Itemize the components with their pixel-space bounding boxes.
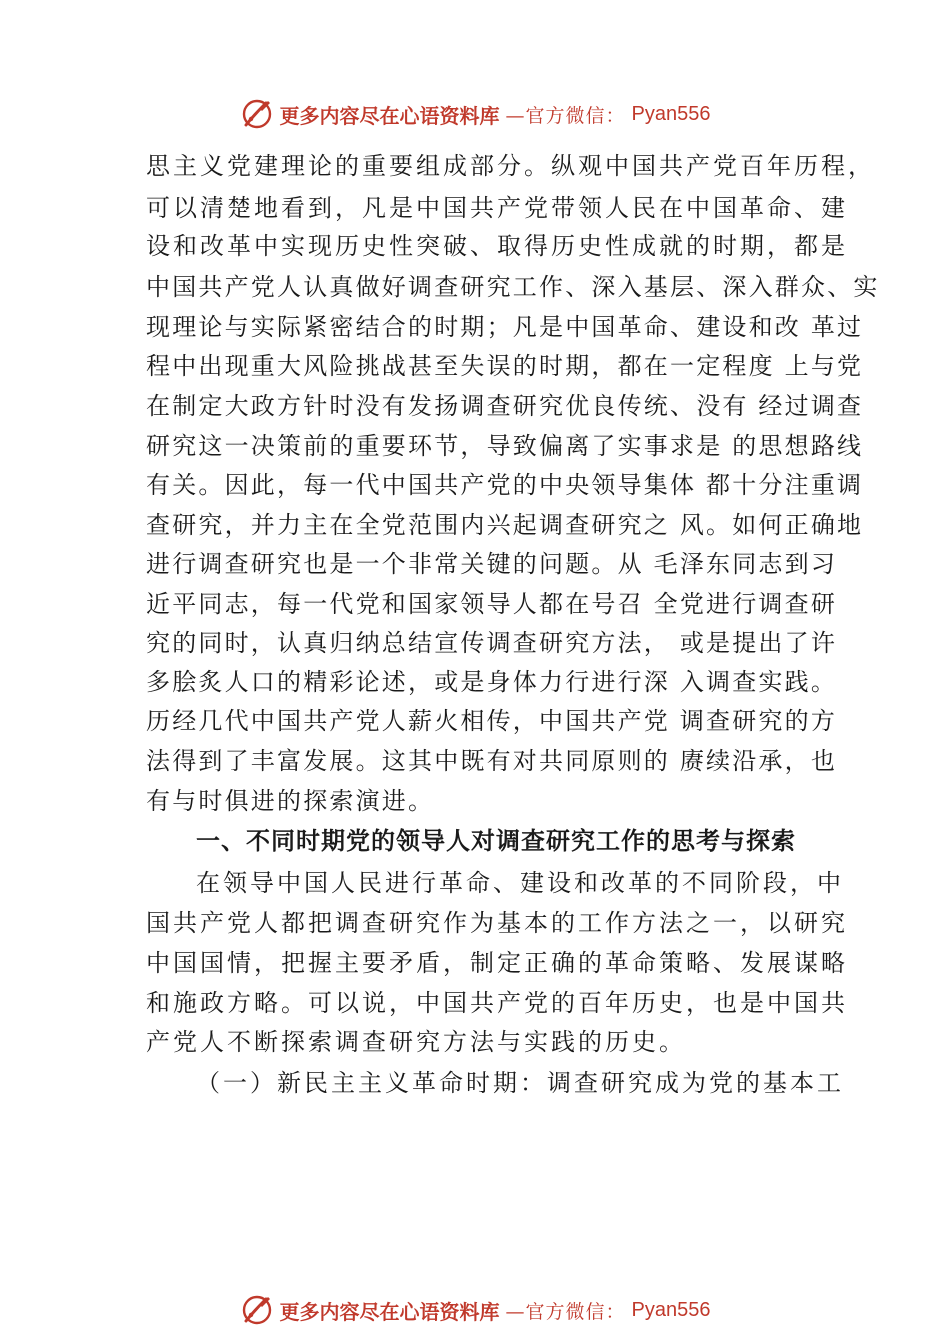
- header-watermark-main: 更多内容尽在心语资料库: [279, 103, 500, 128]
- brush-logo-icon: [240, 1293, 274, 1327]
- text-line: 法得到了丰富发展。这其中既有对共同原则的 赓续沿承，也: [146, 747, 838, 775]
- text-line: 究的同时，认真归纳总结宣传调查研究方法， 或是提出了许: [146, 629, 838, 657]
- text-line: 现理论与实际紧密结合的时期；凡是中国革命、建设和改 革过: [146, 313, 864, 341]
- header-watermark-handle: Pyan556: [631, 102, 711, 125]
- text-line: 国共产党人都把调查研究作为基本的工作方法之一，以研究: [146, 909, 848, 937]
- text-line: 历经几代中国共产党人薪火相传，中国共产党 调查研究的方: [146, 707, 838, 735]
- text-line: 思主义党建理论的重要组成部分。纵观中国共产党百年历程，: [146, 152, 875, 180]
- text-line: 可以清楚地看到，凡是中国共产党带领人民在中国革命、建: [146, 194, 848, 222]
- text-line: 有关。因此，每一代中国共产党的中央领导集体 都十分注重调: [146, 471, 864, 499]
- header-watermark-contact: —官方微信：: [505, 104, 626, 127]
- text-line: 中国国情，把握主要矛盾，制定正确的革命策略、发展谋略: [146, 949, 848, 977]
- text-line: 研究这一决策前的重要环节，导致偏离了实事求是 的思想路线: [146, 432, 864, 460]
- footer-watermark-handle: Pyan556: [631, 1298, 711, 1321]
- text-line: 产党人不断探索调查研究方法与实践的历史。: [146, 1028, 686, 1056]
- text-line: 在制定大政方针时没有发扬调查研究优良传统、没有 经过调查: [146, 392, 864, 420]
- text-line: 多脍炙人口的精彩论述，或是身体力行进行深 入调查实践。: [146, 668, 838, 696]
- subsection-heading: （一）新民主主义革命时期：调查研究成为党的基本工: [196, 1069, 844, 1097]
- text-line: 设和改革中实现历史性突破、取得历史性成就的时期，都是: [146, 232, 848, 260]
- footer-watermark-main: 更多内容尽在心语资料库: [279, 1299, 500, 1324]
- text-line: 程中出现重大风险挑战甚至失误的时期，都在一定程度 上与党: [146, 352, 864, 380]
- text-line: 中国共产党人认真做好调查研究工作、深入基层、深入群众、实: [146, 273, 880, 301]
- brush-logo-icon: [240, 97, 274, 131]
- footer-watermark: [0, 1290, 950, 1330]
- header-watermark: [0, 94, 950, 134]
- text-line: 进行调查研究也是一个非常关键的问题。从 毛泽东同志到习: [146, 550, 838, 578]
- footer-watermark-contact: —官方微信：: [505, 1300, 626, 1323]
- text-line: 查研究，并力主在全党范围内兴起调查研究之 风。如何正确地: [146, 511, 864, 539]
- text-line: 有与时俱进的探索演进。: [146, 787, 435, 815]
- text-line: 近平同志，每一代党和国家领导人都在号召 全党进行调查研: [146, 590, 838, 618]
- text-line: 和施政方略。可以说，中国共产党的百年历史，也是中国共: [146, 989, 848, 1017]
- section-heading: 一、不同时期党的领导人对调查研究工作的思考与探索: [196, 827, 796, 855]
- text-line: 在领导中国人民进行革命、建设和改革的不同阶段，中: [196, 869, 844, 897]
